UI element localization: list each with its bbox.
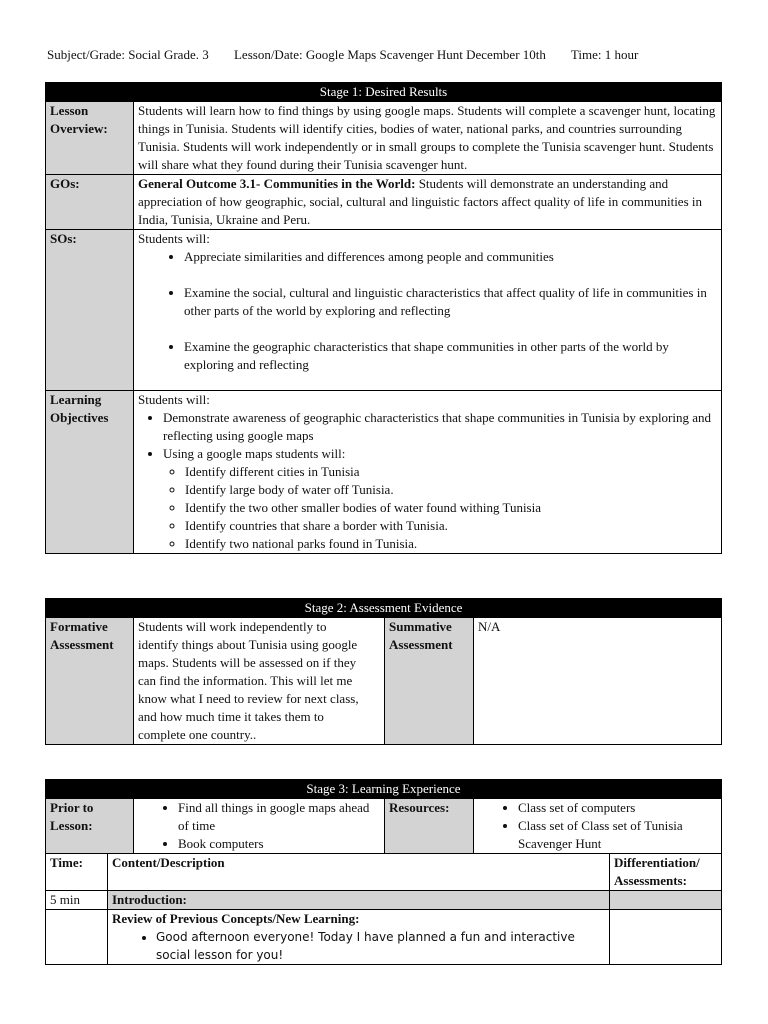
lo-cell <box>134 391 722 554</box>
document-header <box>47 46 727 64</box>
gos-label: GOs: <box>46 175 134 230</box>
intro-label: Introduction: <box>108 891 610 910</box>
overview-label: Lesson Overview: <box>46 102 134 175</box>
column-header-row <box>46 854 722 891</box>
review-time <box>46 910 108 965</box>
resources-list <box>478 799 717 853</box>
prior-cell <box>134 799 385 854</box>
sos-item: • Examine the social, cultural and linguistic characteristics that affect quality of life in communities in other parts of the world by exploring and reflecting <box>184 284 717 320</box>
gos-text: Students will demonstrate an understanding and appreciation of how geographic, social, cultural and linguistic factors affect quality of life in communities in India, Tunisia, Ukraine and Peru. <box>138 176 703 227</box>
resources-item: • Class set of Class set of Tunisia Scavenger Hunt <box>518 817 717 853</box>
review-cell <box>108 910 610 965</box>
lesson-time: Time: 1 hour <box>570 47 639 62</box>
review-row <box>46 910 722 965</box>
stage2-title: Stage 2: Assessment Evidence <box>46 599 722 618</box>
sos-cell <box>134 230 722 391</box>
resources-item: • Class set of computers <box>518 799 717 817</box>
stage1-header-row <box>46 83 722 102</box>
prior-item: • Find all things in google maps ahead of time <box>178 799 380 835</box>
gos-cell <box>134 175 722 230</box>
diff-header: Differentiation/ Assessments: <box>610 854 722 891</box>
lo-item-text: Using a google maps students will: <box>163 446 346 461</box>
stage1-table <box>45 82 722 554</box>
stage2-header-row <box>46 599 722 618</box>
lo-subitem: ◦ Identify large body of water off Tunisia. <box>185 481 717 499</box>
lo-intro: Students will: <box>138 392 210 407</box>
sos-item: • Examine the geographic characteristics that shape communities in other parts of the world by exploring and reflecting <box>184 338 717 374</box>
stage1-title: Stage 1: Desired Results <box>46 83 722 102</box>
stage3-header-row <box>46 780 722 799</box>
lo-row <box>46 391 722 554</box>
spacer <box>184 320 717 338</box>
lo-item: • Demonstrate awareness of geographic characteristics that shape communities in Tunisia by exploring and reflecting using google maps <box>163 409 717 445</box>
lo-sublist <box>163 463 717 553</box>
lo-subitem: ◦ Identify countries that share a border with Tunisia. <box>185 517 717 535</box>
lo-subitem: ◦ Identify the two other smaller bodies of water found withing Tunisia <box>185 499 717 517</box>
overview-row <box>46 102 722 175</box>
assessment-row <box>46 618 722 745</box>
prior-item: • Book computers <box>178 835 380 853</box>
summative-text: N/A <box>474 618 722 745</box>
formative-text: Students will work independently to identify things about Tunisia using google maps. Students will be assessed on if they can find the information. This will let me know what I need to review for next class, and how much time it takes them to complete one country.. <box>134 618 385 745</box>
summative-label: Summative Assessment <box>385 618 474 745</box>
time-header: Time: <box>46 854 108 891</box>
gos-heading: General Outcome 3.1- Communities in the World: <box>138 176 416 191</box>
lo-subitem: ◦ Identify two national parks found in Tunisia. <box>185 535 717 553</box>
lo-label: Learning Objectives <box>46 391 134 554</box>
stage3-title: Stage 3: Learning Experience <box>46 780 722 799</box>
resources-cell <box>474 799 722 854</box>
sos-row <box>46 230 722 391</box>
review-item: • Good afternoon everyone! Today I have planned a fun and interactive social lesson for you! <box>156 928 589 964</box>
prior-list <box>138 799 380 853</box>
intro-time: 5 min <box>46 891 108 910</box>
prior-row <box>46 799 722 854</box>
sos-item: • Appreciate similarities and differences among people and communities <box>184 248 717 266</box>
sos-list <box>138 248 717 374</box>
lesson-date: Lesson/Date: Google Maps Scavenger Hunt December 10th <box>233 47 546 62</box>
lo-list <box>138 409 717 553</box>
lo-subitem: ◦ Identify different cities in Tunisia <box>185 463 717 481</box>
gos-row <box>46 175 722 230</box>
subject-grade: Subject/Grade: Social Grade. 3 <box>47 47 209 62</box>
sos-intro: Students will: <box>138 231 210 246</box>
content-header: Content/Description <box>108 854 610 891</box>
overview-text: Students will learn how to find things by using google maps. Students will complete a scavenger hunt, locating things in Tunisia. Students will identify cities, bodies of water, national parks, and countries surrounding Tunisia. Students will work independently or in small groups to complete the Tunisia scavenger hunt. Students will share what they found during their Tunisia scavenger hunt. <box>134 102 722 175</box>
review-list <box>112 928 589 964</box>
stage3-table <box>45 779 722 965</box>
intro-diff <box>610 891 722 910</box>
sos-label: SOs: <box>46 230 134 391</box>
prior-label: Prior to Lesson: <box>46 799 134 854</box>
resources-label: Resources: <box>385 799 474 854</box>
formative-label: Formative Assessment <box>46 618 134 745</box>
review-label: Review of Previous Concepts/New Learning: <box>112 911 360 926</box>
stage2-table <box>45 598 722 745</box>
spacer <box>184 266 717 284</box>
review-diff <box>610 910 722 965</box>
lo-item <box>163 445 717 553</box>
intro-row <box>46 891 722 910</box>
